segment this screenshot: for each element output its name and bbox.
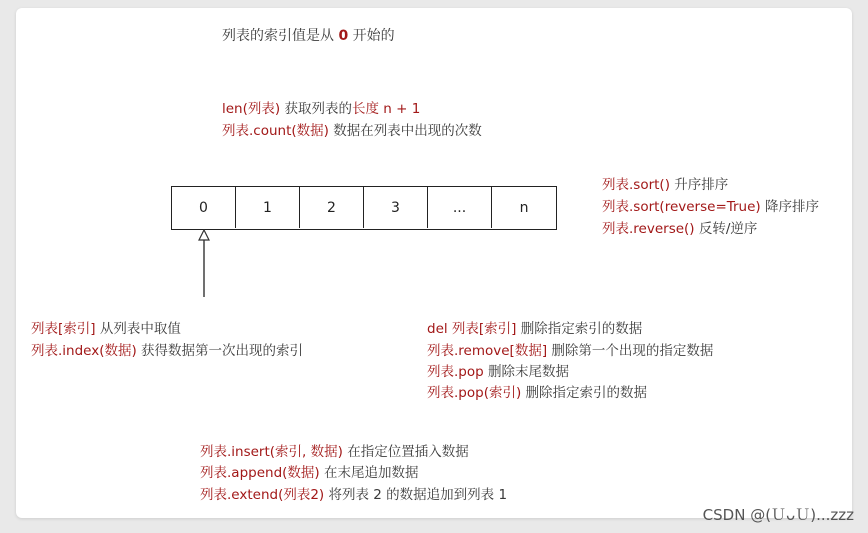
add-line xyxy=(200,463,418,483)
len-keyword: len(列表) xyxy=(222,101,281,117)
delete-text: 删除指定索引的数据 xyxy=(521,385,648,401)
sort-line xyxy=(602,197,819,217)
title-prefix: 列表的索引值是从 xyxy=(222,28,339,44)
sort-line xyxy=(602,219,757,239)
delete-text: 删除末尾数据 xyxy=(483,364,569,380)
list-cell: 2 xyxy=(300,187,364,228)
len-text: 获取列表的 xyxy=(280,101,352,117)
delete-line xyxy=(427,319,642,339)
list-cells xyxy=(171,186,557,230)
list-cell: 1 xyxy=(236,187,300,228)
sort-text: 降序排序 xyxy=(760,199,819,215)
index-line xyxy=(31,319,181,339)
len-line xyxy=(222,99,420,119)
delete-text: 删除第一个出现的指定数据 xyxy=(547,343,714,359)
index-keyword: 列表[索引] xyxy=(31,321,96,337)
add-text: 将列表 2 的数据追加到列表 1 xyxy=(324,487,508,503)
delete-keyword: 列表.remove[数据] xyxy=(427,343,548,359)
delete-line xyxy=(427,341,713,361)
list-cell: 3 xyxy=(364,187,428,228)
add-keyword: 列表.insert(索引, 数据) xyxy=(200,444,343,460)
sort-text: 反转/逆序 xyxy=(694,221,758,237)
delete-keyword: 列表.pop(索引) xyxy=(427,385,522,401)
sort-keyword: 列表.reverse() xyxy=(602,221,695,237)
count-text: 数据在列表中出现的次数 xyxy=(328,123,482,139)
index-text: 从列表中取值 xyxy=(95,321,181,337)
index-keyword: 列表.index(数据) xyxy=(31,343,137,359)
delete-keyword: 列表.pop xyxy=(427,364,484,380)
count-keyword: 列表.count(数据) xyxy=(222,123,329,139)
index-text: 获得数据第一次出现的索引 xyxy=(136,343,304,359)
list-cell: 0 xyxy=(172,187,236,228)
list-cell: n xyxy=(519,199,529,216)
add-text: 在末尾追加数据 xyxy=(319,465,419,481)
delete-line xyxy=(427,383,647,403)
len-length: 长度 n + 1 xyxy=(351,101,421,117)
count-line xyxy=(222,121,482,141)
diagram-title xyxy=(222,26,395,46)
delete-keyword: del 列表[索引] xyxy=(427,321,517,337)
index-arrow-icon xyxy=(197,229,211,299)
delete-line xyxy=(427,362,569,382)
sort-text: 升序排序 xyxy=(669,177,729,193)
title-suffix: 开始的 xyxy=(348,28,395,44)
add-line xyxy=(200,442,469,462)
delete-text: 删除指定索引的数据 xyxy=(516,321,643,337)
add-keyword: 列表.append(数据) xyxy=(200,465,320,481)
sort-keyword: 列表.sort() xyxy=(602,177,670,193)
add-keyword: 列表.extend(列表2) xyxy=(200,487,325,503)
sort-line xyxy=(602,175,728,195)
add-text: 在指定位置插入数据 xyxy=(342,444,469,460)
list-cell: ... xyxy=(428,187,492,228)
index-line xyxy=(31,341,303,361)
title-zero: 0 xyxy=(338,28,349,44)
add-line xyxy=(200,485,507,505)
watermark: CSDN @(ＵᴗＵ)...zzz xyxy=(702,506,854,524)
sort-keyword: 列表.sort(reverse=True) xyxy=(602,199,761,215)
